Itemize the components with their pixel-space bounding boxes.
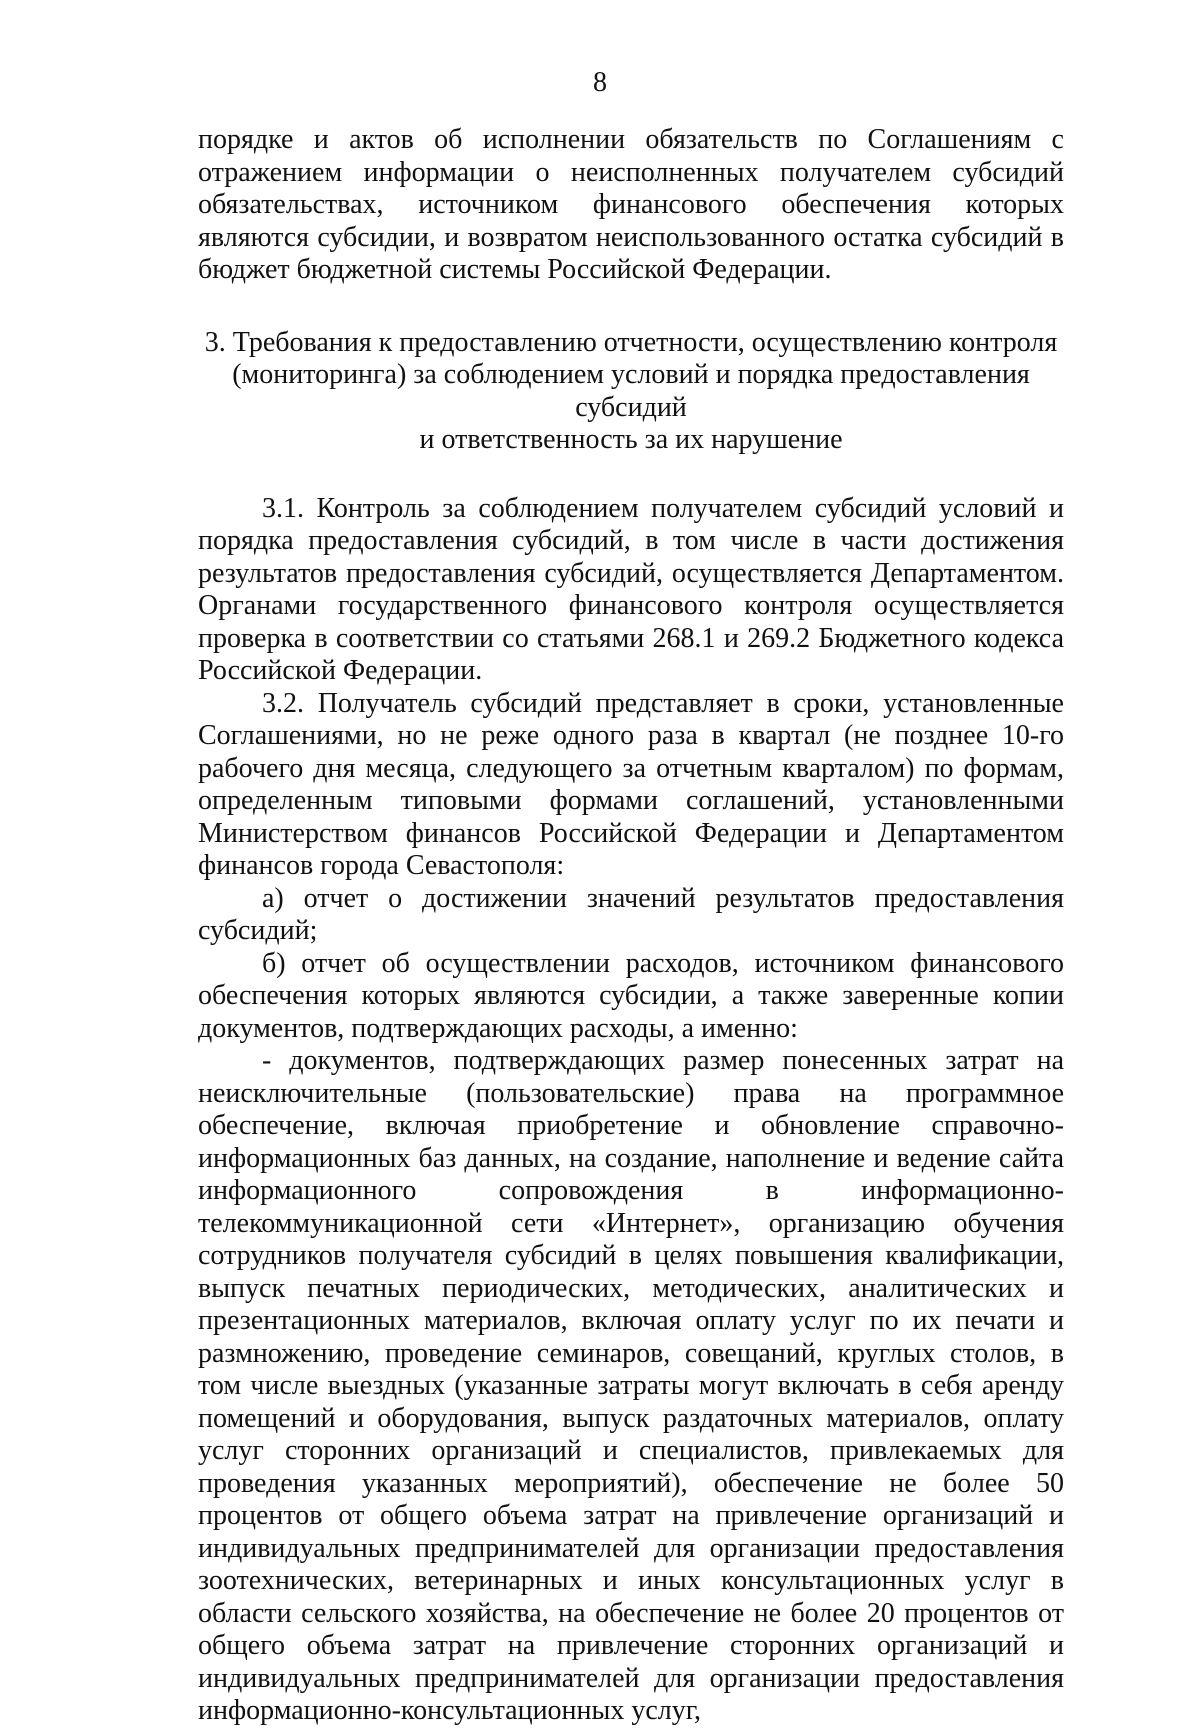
paragraph-dash-item: - документов, подтверждающих размер понесенных затрат на неисключительные (пользовательские) права на программное обеспечение, включая приобретение и обновление справочно-информационных баз данных, на создание, наполнение и ведение сайта информационного сопровождения в информационно-телекоммуникационной сети «Интернет», организацию обучения сотрудников получателя субсидий в целях повышения квалификации, выпуск печатных периодических, методических, аналитических и презентационных материалов, включая оплату услуг по их печати и размножению, проведение семинаров, совещаний, круглых столов, в том числе выездных (указанные затраты могут включать в себя аренду помещений и оборудования, выпуск раздаточных материалов, оплату услуг сторонних организаций и специалистов, привлекаемых для проведения указанных мероприятий), обеспечение не более 50 процентов от общего объема затрат на привлечение организаций и индивидуальных предпринимателей для организации предоставления зоотехнических, ветеринарных и иных консультационных услуг в области сельского хозяйства, на обеспечение не более 20 процентов от общего объема затрат на привлечение сторонних организаций и индивидуальных предпринимателей для организации предоставления информационно-консультационных услуг, bbox=[198, 1045, 1064, 1726]
section-title-line-2: (мониторинга) за соблюдением условий и порядка предоставления субсидий bbox=[232, 359, 1030, 423]
paragraph-3-1: 3.1. Контроль за соблюдением получателем субсидий условий и порядка предоставления субсидий, в том числе в части достижения результатов предоставления субсидий, осуществляется Департаментом. Органами государственного финансового контроля осуществляется проверка в соответствии со статьями 268.1 и 269.2 Бюджетного кодекса Российской Федерации. bbox=[198, 492, 1064, 686]
intro-paragraph: порядке и актов об исполнении обязательств по Соглашениям с отражением информации о неисполненных получателем субсидий обязательствах, источником финансового обеспечения которых являются субсидии, и возвратом неиспользованного остатка субсидий в бюджет бюджетной системы Российской Федерации. bbox=[198, 124, 1064, 285]
paragraph-a: а) отчет о достижении значений результатов предоставления субсидий; bbox=[198, 882, 1064, 946]
paragraph-b: б) отчет об осуществлении расходов, источником финансового обеспечения которых являются субсидии, а также заверенные копии документов, подтверждающих расходы, а именно: bbox=[198, 947, 1064, 1044]
paragraph-3-2: 3.2. Получатель субсидий представляет в сроки, установленные Соглашениями, но не реже одного раза в квартал (не позднее 10-го рабочего дня месяца, следующего за отчетным кварталом) по формам, определенным типовыми формами соглашений, установленными Министерством финансов Российской Федерации и Департаментом финансов города Севастополя: bbox=[198, 687, 1064, 881]
page-number: 8 bbox=[593, 67, 607, 98]
section-title-line-3: и ответственность за их нарушение bbox=[419, 424, 843, 455]
spacer bbox=[198, 287, 1064, 327]
section-title-line-1: 3. Требования к предоставлению отчетности, осуществлению контроля bbox=[204, 326, 1058, 358]
spacer bbox=[198, 457, 1064, 493]
section-title bbox=[198, 327, 1064, 457]
document-body bbox=[198, 124, 1064, 1728]
